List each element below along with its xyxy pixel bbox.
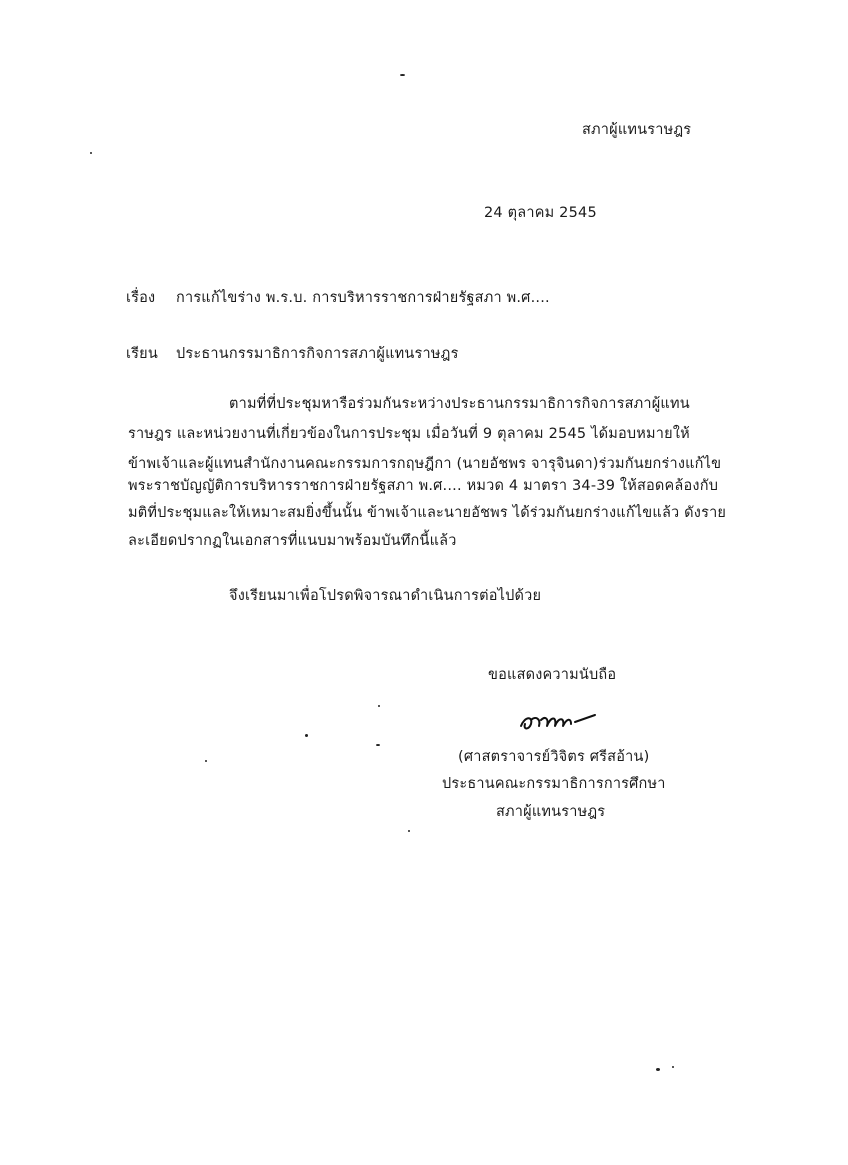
signatory-organization: สภาผู้แทนราษฎร bbox=[496, 804, 606, 820]
body-line: ตามที่ที่ประชุมหารือร่วมกันระหว่างประธานกรรมาธิการกิจการสภาผู้แทน bbox=[229, 396, 690, 412]
scan-speck bbox=[672, 1066, 674, 1068]
recipient-text: ประธานกรรมาธิการกิจการสภาผู้แทนราษฎร bbox=[176, 346, 459, 362]
signatory-name: (ศาสตราจารย์วิจิตร ศรีสอ้าน) bbox=[458, 749, 650, 765]
scan-speck bbox=[90, 152, 92, 154]
handwritten-signature bbox=[515, 702, 625, 742]
org-header: สภาผู้แทนราษฎร bbox=[582, 122, 692, 138]
body-line: ละเอียดปรากฏในเอกสารที่แนบมาพร้อมบันทึกนี้แล้ว bbox=[128, 533, 457, 549]
closing-request: จึงเรียนมาเพื่อโปรดพิจารณาดำเนินการต่อไปด้วย bbox=[229, 588, 542, 604]
scan-speck bbox=[408, 830, 410, 832]
body-line: ข้าพเจ้าและผู้แทนสำนักงานคณะกรรมการกฤษฎีกา (นายอัชพร จารุจินดา)ร่วมกันยกร่างแก้ไข bbox=[128, 456, 722, 472]
letter-date: 24 ตุลาคม 2545 bbox=[484, 205, 597, 221]
scan-speck bbox=[656, 1068, 660, 1071]
body-line: ราษฎร และหน่วยงานที่เกี่ยวข้องในการประชุม เมื่อวันที่ 9 ตุลาคม 2545 ได้มอบหมายให้ bbox=[128, 426, 690, 442]
scan-speck bbox=[378, 705, 380, 707]
scan-speck bbox=[376, 744, 380, 746]
scan-speck bbox=[305, 734, 308, 737]
recipient-label: เรียน bbox=[126, 346, 158, 362]
scan-speck bbox=[205, 760, 207, 762]
subject-text: การแก้ไขร่าง พ.ร.บ. การบริหารราชการฝ่ายรัฐสภา พ.ศ.... bbox=[176, 290, 550, 306]
signatory-title: ประธานคณะกรรมาธิการการศึกษา bbox=[442, 776, 666, 792]
body-line: มติที่ประชุมและให้เหมาะสมยิ่งขึ้นนั้น ข้าพเจ้าและนายอัชพร ได้ร่วมกันยกร่างแก้ไขแล้ว ดังราย bbox=[128, 505, 727, 521]
body-line: พระราชบัญญัติการบริหารราชการฝ่ายรัฐสภา พ.ศ.... หมวด 4 มาตรา 34-39 ให้สอดคล้องกับ bbox=[128, 478, 719, 494]
scan-speck bbox=[400, 74, 405, 76]
complimentary-close: ขอแสดงความนับถือ bbox=[488, 667, 617, 683]
subject-label: เรื่อง bbox=[126, 290, 156, 306]
